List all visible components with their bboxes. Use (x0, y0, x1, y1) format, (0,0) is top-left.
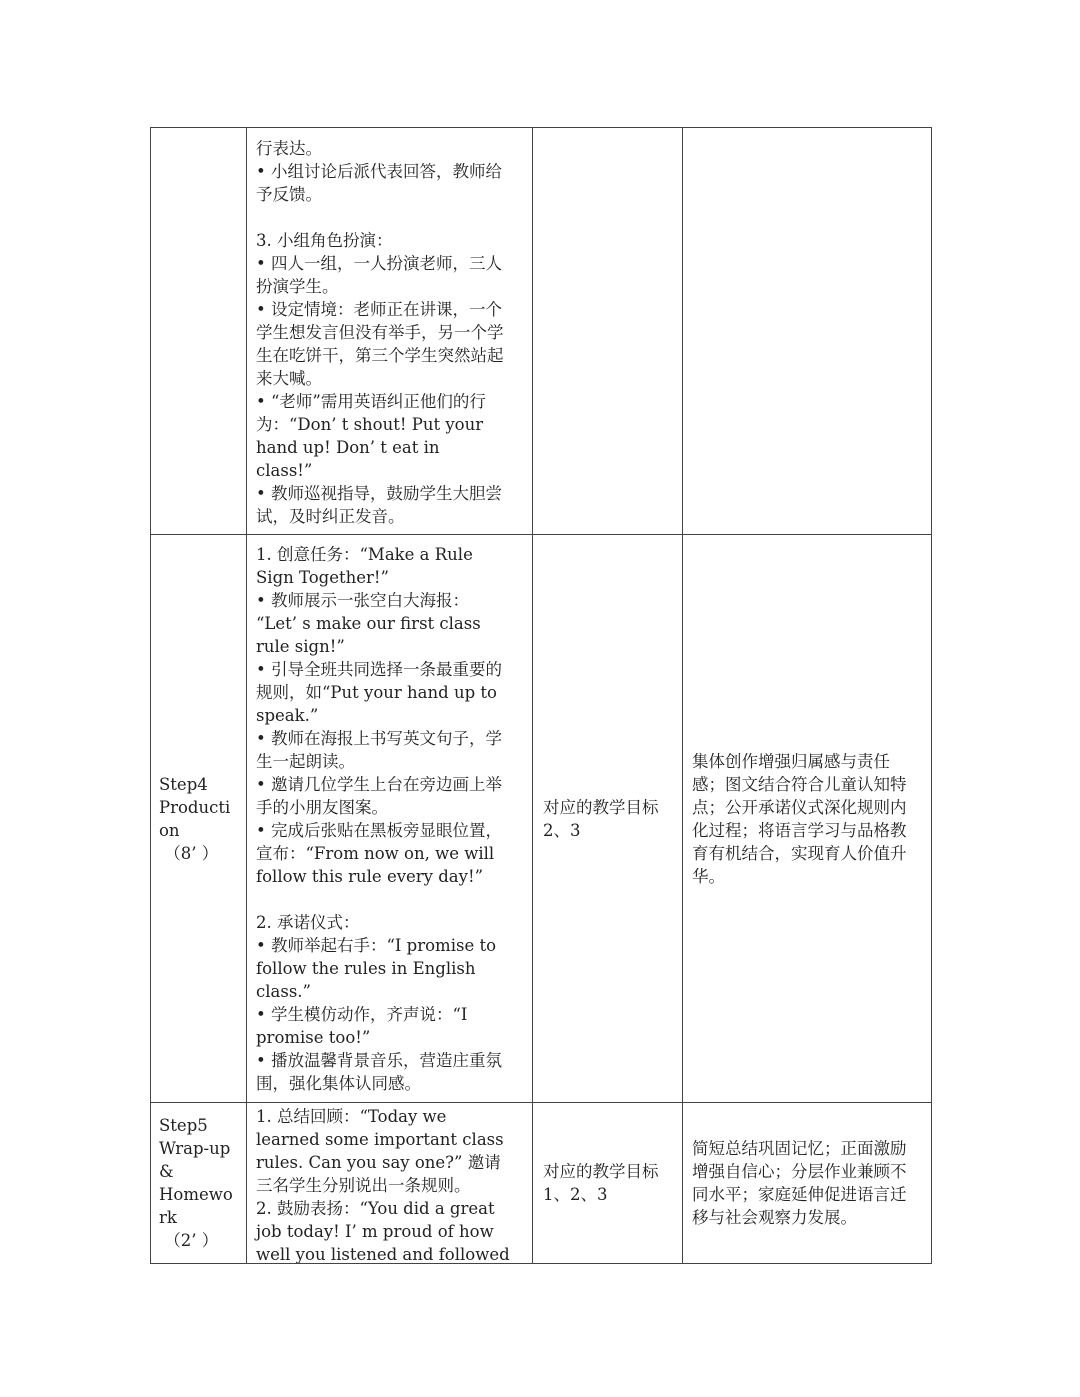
cell-text-line: speak.” (256, 706, 319, 725)
cell-text-line: Producti (159, 797, 231, 817)
cell-text-line: • 教师展示一张空白大海报： (256, 591, 469, 610)
cell-text-line: 对应的教学目标 (543, 797, 659, 817)
step-cell (151, 128, 247, 535)
cell-text-line: & (159, 1162, 174, 1181)
cell-text-line: learned some important class (256, 1130, 504, 1149)
lesson-plan-table (150, 127, 932, 1264)
cell-text-line: 感；图文结合符合儿童认知特 (692, 774, 907, 794)
cell-text-line (256, 888, 523, 911)
cell-text-line: • 邀请几位学生上台在旁边画上举 (256, 775, 502, 794)
cell-text-line: 试，及时纠正发音。 (256, 506, 405, 526)
cell-text-line: job today! I’ m proud of how (256, 1222, 494, 1241)
table-row (151, 535, 932, 1103)
cell-text-line: 移与社会观察力发展。 (692, 1208, 857, 1227)
cell-text-line: 三名学生分别说出一条规则。 (256, 1176, 471, 1195)
cell-text-line: rule sign!” (256, 637, 345, 656)
cell-text-line: 2. 承诺仪式： (256, 913, 360, 932)
cell-text-line: 1. 创意任务：“Make a Rule (256, 545, 473, 564)
step-cell (151, 1103, 247, 1264)
cell-text-line: rules. Can you say one?” 邀请 (256, 1153, 501, 1172)
cell-text-line: Step4 (159, 774, 208, 794)
cell-text-line: 育有机结合，实现育人价值升 (692, 843, 907, 863)
cell-text-line: • “老师”需用英语纠正他们的行 (256, 391, 486, 411)
cell-text-line: （8’ ） (159, 843, 219, 863)
cell-text-line: • 引导全班共同选择一条最重要的 (256, 660, 502, 679)
cell-text-line: 2、3 (543, 820, 581, 840)
cell-text-line: • 小组讨论后派代表回答，教师给 (256, 161, 502, 181)
cell-text-line: well you listened and followed (256, 1245, 510, 1263)
cell-text-line: promise too!” (256, 1028, 371, 1047)
cell-text-line: • 教师巡视指导，鼓励学生大胆尝 (256, 483, 502, 503)
cell-text-line: • 播放温馨背景音乐，营造庄重氛 (256, 1051, 502, 1070)
cell-text-line: 3. 小组角色扮演： (256, 230, 393, 250)
cell-text-line: 化过程；将语言学习与品格教 (692, 820, 907, 840)
cell-text-line: follow the rules in English (256, 959, 476, 978)
cell-text-line: 手的小朋友图案。 (256, 798, 388, 817)
cell-text-line: 增强自信心；分层作业兼顾不 (692, 1162, 907, 1181)
step-cell (151, 535, 247, 1103)
cell-text-line: 华。 (692, 866, 725, 886)
cell-text-line: （2’ ） (159, 1231, 219, 1250)
cell-text-line: class.” (256, 982, 311, 1001)
cell-text-line: hand up! Don’ t eat in (256, 437, 440, 457)
cell-text-line: 1、2、3 (543, 1185, 608, 1204)
design-intent-cell (683, 535, 932, 1103)
cell-text-line: 学生想发言但没有举手，另一个学 (256, 322, 504, 342)
cell-text-line: 予反馈。 (256, 184, 322, 204)
cell-text-line: • 设定情境：老师正在讲课，一个 (256, 299, 502, 319)
activity-cell (247, 1103, 533, 1264)
cell-text-line: 行表达。 (256, 138, 322, 158)
cell-text-line: 围，强化集体认同感。 (256, 1074, 421, 1093)
activity-cell (247, 128, 533, 535)
cell-text-line: 简短总结巩固记忆；正面激励 (692, 1139, 907, 1158)
cell-text-line: Wrap-up (159, 1139, 231, 1158)
cell-text-line: 来大喊。 (256, 368, 322, 388)
goal-cell (533, 1103, 683, 1264)
table-row (151, 1103, 932, 1264)
cell-text-line: class!” (256, 460, 313, 480)
cell-text-line: • 教师在海报上书写英文句子，学 (256, 729, 502, 748)
cell-text-line: 生一起朗读。 (256, 752, 355, 771)
cell-text-line: • 学生模仿动作，齐声说：“I (256, 1005, 468, 1024)
goal-cell (533, 128, 683, 535)
cell-text-line: 扮演学生。 (256, 276, 339, 296)
cell-text-line: Step5 (159, 1116, 208, 1135)
cell-text-line: Sign Together!” (256, 568, 389, 587)
cell-text-line: follow this rule every day!” (256, 867, 484, 886)
activity-cell (247, 535, 533, 1103)
cell-text-line: • 教师举起右手：“I promise to (256, 936, 497, 955)
table-row (151, 128, 932, 535)
cell-text-line: 规则，如“Put your hand up to (256, 683, 497, 702)
cell-text-line (256, 206, 523, 229)
cell-text-line: Homework (159, 1185, 233, 1227)
cell-text-line: 集体创作增强归属感与责任 (692, 751, 890, 771)
cell-text-line: 2. 鼓励表扬：“You did a great (256, 1199, 495, 1218)
goal-cell (533, 535, 683, 1103)
cell-text-line: “Let’ s make our first class (256, 614, 481, 633)
cell-text-line: 宣布：“From now on, we will (256, 844, 495, 863)
cell-text-line: • 完成后张贴在黑板旁显眼位置， (256, 821, 502, 840)
cell-text-line: 同水平；家庭延伸促进语言迁 (692, 1185, 907, 1204)
cell-text-line: 对应的教学目标 (543, 1162, 659, 1181)
cell-text-line: 点；公开承诺仪式深化规则内 (692, 797, 907, 817)
cell-text-line: • 四人一组，一人扮演老师，三人 (256, 253, 502, 273)
design-intent-cell (683, 1103, 932, 1264)
cell-text-line: on (159, 820, 180, 840)
cell-text-line: 生在吃饼干，第三个学生突然站起 (256, 345, 504, 365)
cell-text-line: 1. 总结回顾：“Today we (256, 1107, 447, 1126)
cell-text-line: 为：“Don’ t shout! Put your (256, 414, 484, 434)
design-intent-cell (683, 128, 932, 535)
